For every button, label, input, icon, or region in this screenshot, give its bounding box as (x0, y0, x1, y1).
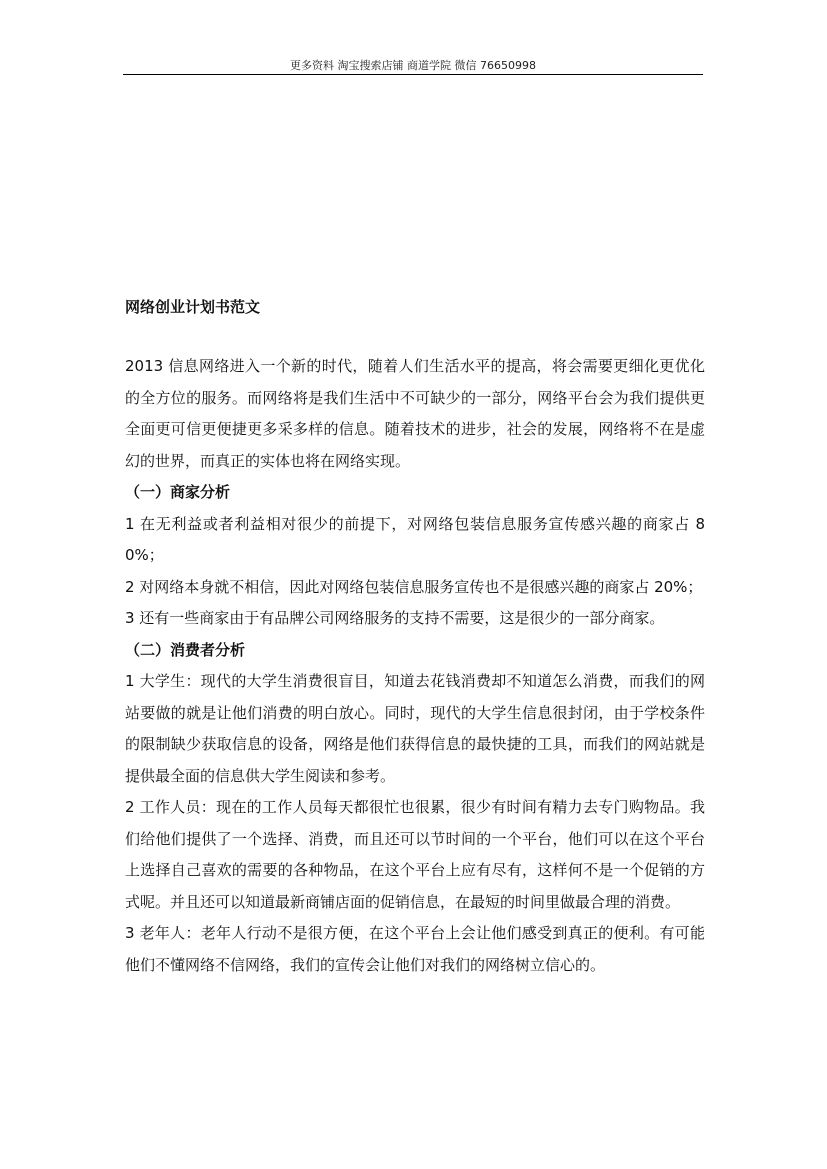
merchant-analysis-item-1: 1 在无利益或者利益相对很少的前提下，对网络包装信息服务宣传感兴趣的商家占 80%； (125, 514, 705, 564)
section-heading-consumer-analysis: （二）消费者分析 (125, 640, 246, 659)
page-header: 更多资料 淘宝搜索店铺 商道学院 微信 76650998 (290, 59, 536, 72)
consumer-analysis-item-2: 2 工作人员：现在的工作人员每天都很忙也很累，很少有时间有精力去专门购物品。我们给他们提供了一个选择、消费，而且还可以节时间的一个平台，他们可以在这个平台上选择自己喜欢的需要的各种物品，在这个平台上应有尽有，这样何不是一个促销的方式呢。并且还可以知道最新商铺店面的促销信息，在最短的时间里做最合理的消费。 (125, 798, 705, 911)
consumer-analysis-item-1: 1 大学生：现代的大学生消费很盲目，知道去花钱消费却不知道怎么消费，而我们的网站要做的就是让他们消费的明白放心。同时，现代的大学生信息很封闭，由于学校条件的限制缺少获取信息的设备，网络是他们获得信息的最快捷的工具，而我们的网站就是提供最全面的信息供大学生阅读和参考。 (125, 672, 705, 785)
header-divider (123, 74, 703, 75)
intro-paragraph: 2013 信息网络进入一个新的时代，随着人们生活水平的提高，将会需要更细化更优化的全方位的服务。而网络将是我们生活中不可缺少的一部分，网络平台会为我们提供更全面更可信更便捷更多采多样的信息。随着技术的进步，社会的发展，网络将不在是虚幻的世界，而真正的实体也将在网络实现。 (125, 357, 705, 470)
document-body (125, 293, 705, 981)
section-heading-merchant-analysis: （一）商家分析 (125, 483, 231, 501)
document-title: 网络创业计划书范文 (125, 298, 261, 316)
merchant-analysis-item-2: 2 对网络本身就不相信，因此对网络包装信息服务宣传也不是很感兴趣的商家占 20%； (125, 577, 703, 596)
merchant-analysis-item-3: 3 还有一些商家由于有品牌公司网络服务的支持不需要，这是很少的一部分商家。 (125, 609, 665, 627)
consumer-analysis-item-3: 3 老年人：老年人行动不是很方便，在这个平台上会让他们感受到真正的便利。有可能他们不懂网络不信网络，我们的宣传会让他们对我们的网络树立信心的。 (125, 924, 705, 974)
